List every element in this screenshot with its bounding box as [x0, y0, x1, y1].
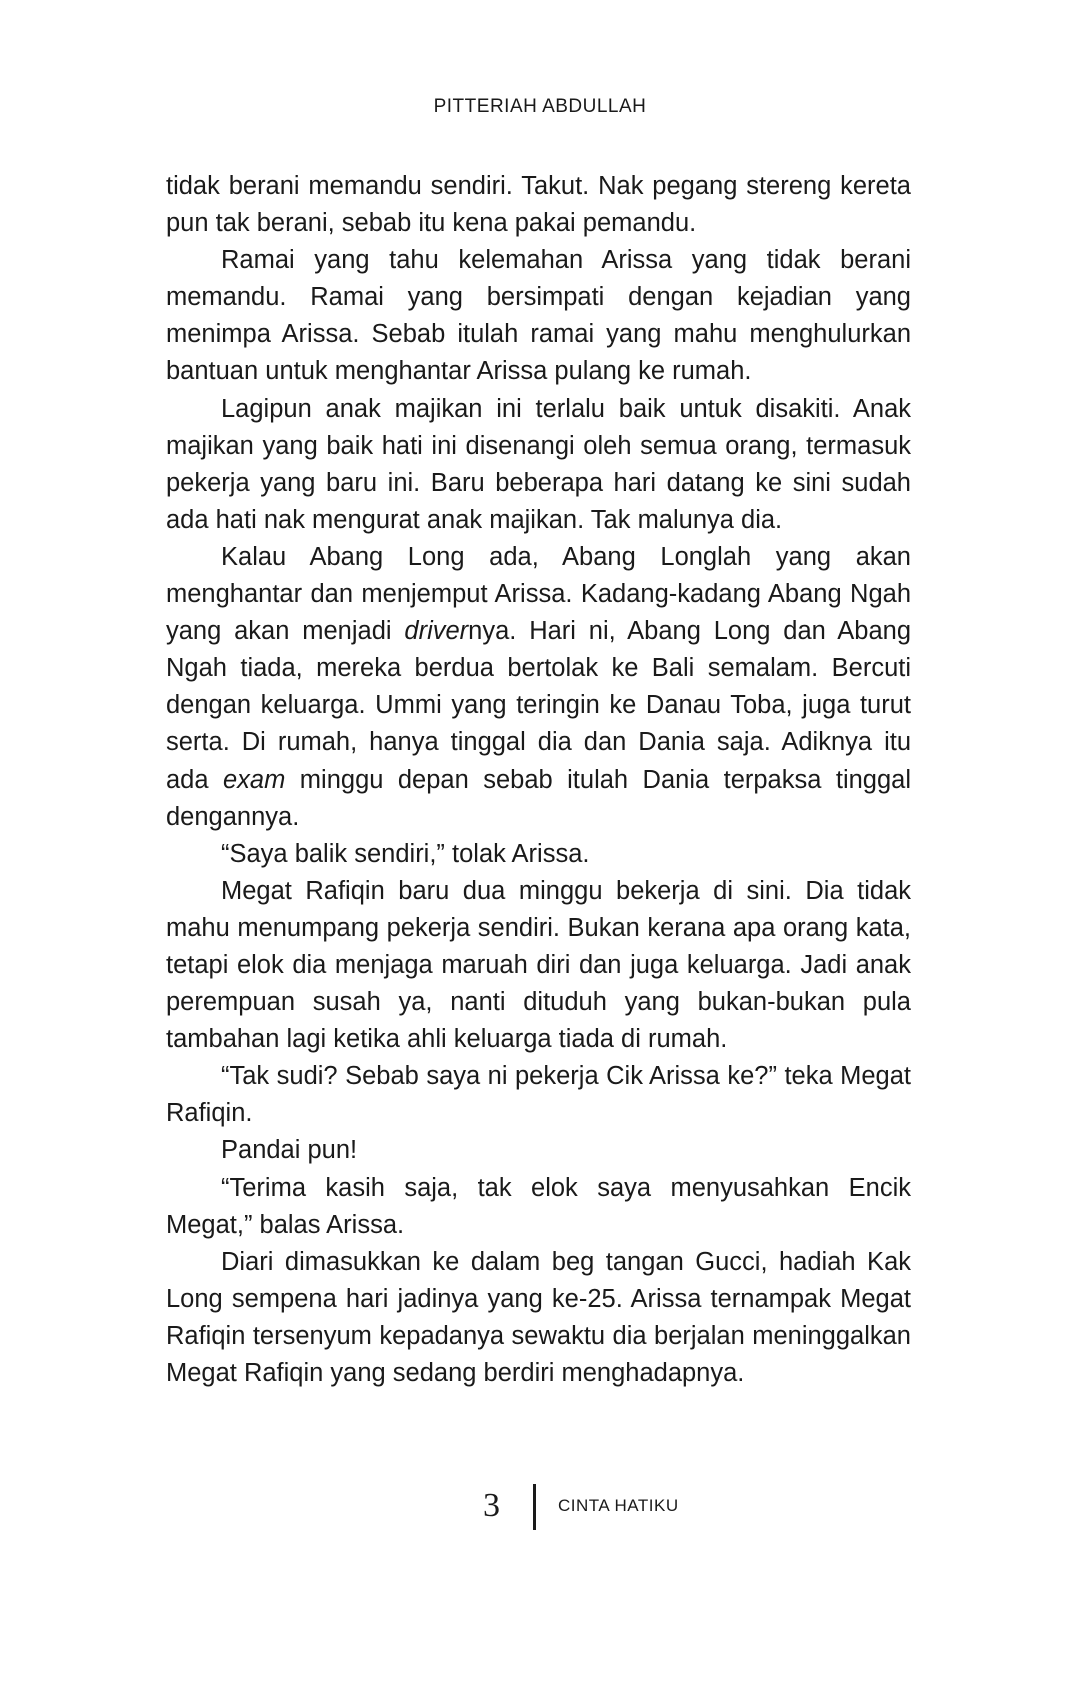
- paragraph-5: “Saya balik sendiri,” tolak Arissa.: [221, 839, 590, 868]
- body-text: [166, 168, 911, 1392]
- footer-divider: [533, 1484, 536, 1530]
- paragraph-6: Megat Rafiqin baru dua minggu bekerja di sini. Dia tidak mahu menumpang pekerja sendiri. Bukan kerana apa orang kata, tetapi elok dia menjaga maruah diri dan juga keluarga. Jadi anak perempuan susah ya, nanti dituduh yang bukan-bukan pula tambahan lagi ketika ahli keluarga tiada di rumah.: [166, 876, 911, 1054]
- paragraph-9: “Terima kasih saja, tak elok saya menyusahkan Encik Megat,” balas Arissa.: [166, 1173, 911, 1239]
- paragraph-1: tidak berani memandu sendiri. Takut. Nak pegang stereng kereta pun tak berani, sebab itu kena pakai pemandu.: [166, 172, 911, 238]
- paragraph-8: Pandai pun!: [221, 1136, 358, 1165]
- italic-word-driver: driver: [404, 617, 469, 646]
- italic-word-exam: exam: [223, 765, 286, 794]
- paragraph-10: Diari dimasukkan ke dalam beg tangan Gucci, hadiah Kak Long sempena hari jadinya yang ke-25. Arissa ternampak Megat Rafiqin tersenyum kepadanya sewaktu dia berjalan meninggalkan Megat Rafiqin yang sedang berdiri menghadapnya.: [166, 1247, 911, 1387]
- paragraph-3: Lagipun anak majikan ini terlalu baik untuk disakiti. Anak majikan yang baik hati ini disenangi oleh semua orang, termasuk pekerja yang baru ini. Baru beberapa hari datang ke sini sudah ada hati nak mengurat anak majikan. Tak malunya dia.: [166, 394, 911, 534]
- running-head-author: PITTERIAH ABDULLAH: [433, 96, 647, 117]
- paragraph-4-part-c: minggu depan sebab itulah Dania terpaksa tinggal dengannya.: [166, 765, 911, 831]
- page-footer: [0, 1484, 1080, 1534]
- paragraph-4-part-a: Kalau Abang Long ada, Abang Longlah yang akan menghantar dan menjemput Arissa. Kadang-kadang Abang Ngah yang akan menjadi: [166, 542, 911, 646]
- paragraph-7: “Tak sudi? Sebab saya ni pekerja Cik Arissa ke?” teka Megat Rafiqin.: [166, 1062, 911, 1128]
- paragraph-4-part-b: nya. Hari ni, Abang Long dan Abang Ngah tiada, mereka berdua bertolak ke Bali semalam. Bercuti dengan keluarga. Ummi yang teringin ke Danau Toba, juga turut serta. Di rumah, hanya tinggal dia dan Dania saja. Adiknya itu ada: [166, 617, 911, 794]
- page-number: 3: [483, 1487, 500, 1524]
- running-foot-book-title: CINTA HATIKU: [558, 1496, 679, 1515]
- paragraph-4: [166, 539, 911, 836]
- paragraph-2: Ramai yang tahu kelemahan Arissa yang tidak berani memandu. Ramai yang bersimpati dengan kejadian yang menimpa Arissa. Sebab itulah ramai yang mahu menghulurkan bantuan untuk menghantar Arissa pulang ke rumah.: [166, 246, 911, 386]
